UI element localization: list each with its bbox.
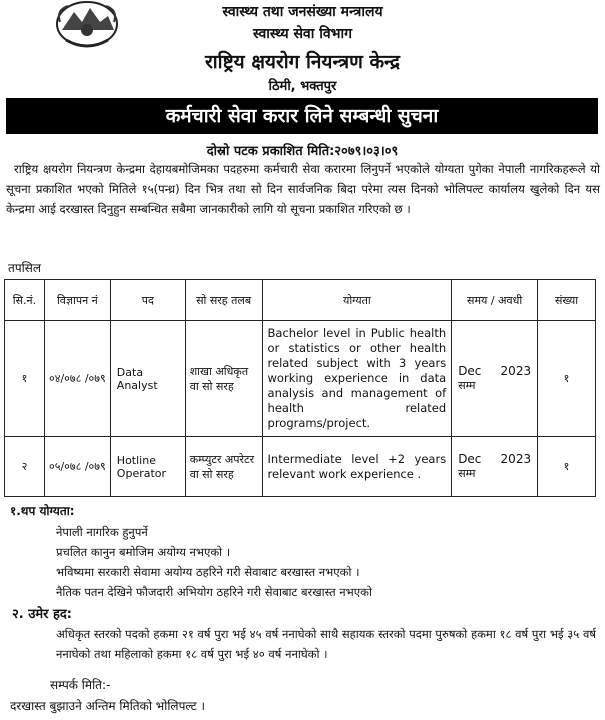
row-duration [452,321,538,437]
row-salary: कम्प्युटर अपरेटर वा सो सरह [185,437,262,497]
age-limit-text: अधिकृत स्तरको पदको हकमा २१ वर्ष पुरा भई ४५ वर्ष ननाघेको साथै सहायक स्तरको पदमा पुरुषको हकमा १८ वर्ष पुरा भई ३५ वर्ष ननाघेको तथा महिलाको हकमा १८ वर्ष पुरा भई ४० वर्ष ननाघेको । [56,627,596,661]
row-salary: शाखा अधिकृत वा सो सरह [185,321,262,437]
list-item: प्रचलित कानुन बमोजिम अयोग्य नभएको । [56,545,231,559]
header-duration: समय / अवधी [452,280,538,321]
row-post: Data Analyst [110,321,185,437]
row-count: १ [538,321,596,437]
table-row [5,437,596,497]
contact-date-title: सम्पर्क मिति:- [50,678,111,692]
row-qualification: Bachelor level in Public health or statistics or other health related subject with 3 years working experience in data analysis and management of health related programs/project. [262,321,452,437]
section-additional-qualification-title: १.थप योग्यता: [10,504,75,518]
row-duration-suffix: सम्म [458,379,476,392]
vacancy-table [4,279,596,497]
table-header-row [5,280,596,321]
location: ठिमी, भक्तपुर [268,79,337,94]
notice-title: कर्मचारी सेवा करार लिने सम्बन्धी सुचना [6,98,598,134]
header-ad-no: विज्ञापन नं [44,280,110,321]
row-count: १ [538,437,596,497]
header-post: पद [110,280,185,321]
section-age-limit-title: २. उमेर हद: [12,607,72,622]
row-duration-suffix: सम्म [458,467,476,480]
header-count: संख्या [538,280,596,321]
row-duration-year: 2023 [500,452,532,466]
row-ad-no: ०४/०७८ /०७९ [44,321,110,437]
additional-qualification-list [56,522,372,602]
table-row [5,321,596,437]
row-duration [452,437,538,497]
list-item: नेपाली नागरिक हुनुपर्ने [56,525,148,539]
row-sn: २ [5,437,45,497]
row-duration-year: 2023 [500,364,532,378]
row-sn: १ [5,321,45,437]
list-item: भविष्यमा सरकारी सेवामा अयोग्य ठहरिने गरी सेवाबाट बरखास्त नभएको । [56,565,360,579]
row-qualification: Intermediate level +2 years relevant work experience . [262,437,452,497]
header-qualification: योग्यता [262,280,452,321]
row-ad-no: ०५/०७८ /०७९ [44,437,110,497]
notice-paragraph: राष्ट्रिय क्षयरोग नियन्त्रण केन्द्रमा देहायबमोजिमका पदहरुमा कर्मचारी सेवा करारमा लिनुपर्ने भएकोले योग्यता पुगेका नेपाली नागरिकहरूले यो सूचना प्रकाशित भएको मितिले १५(पन्ध्र) दिन भित्र तथा सो दिन सार्वजनिक बिदा परेमा त्यस दिनको भोलिपल्ट कार्यालय खुलेको दिन यस केन्द्रमा आई दरखास्त दिनुहुन सम्बन्धित सबैमा जानकारीको लागि यो सूचना प्रकाशित गरिएको छ । [6,162,600,216]
schedule-label: तपसिल [8,261,42,275]
published-date: दोस्रो पटक प्रकाशित मिति:२०७९।०३।०९ [206,144,399,159]
row-post: Hotline Operator [110,437,185,497]
row-duration-month: Dec [458,364,482,378]
contact-date-text: दरखास्त बुझाउने अन्तिम मितिको भोलिपल्ट । [10,699,206,713]
header-sn: सि.नं. [5,280,45,321]
department-name: स्वास्थ्य सेवा विभाग [253,26,352,42]
header-salary: सो सरह तलब [185,280,262,321]
row-duration-month: Dec [458,452,482,466]
ministry-name: स्वास्थ्य तथा जनसंख्या मन्त्रालय [222,4,383,20]
center-name: राष्ट्रिय क्षयरोग नियन्त्रण केन्द्र [204,51,401,73]
list-item: नैतिक पतन देखिने फौजदारी अभियोग ठहरिने गरी सेवाबाट बरखास्त नभएको [56,585,372,599]
